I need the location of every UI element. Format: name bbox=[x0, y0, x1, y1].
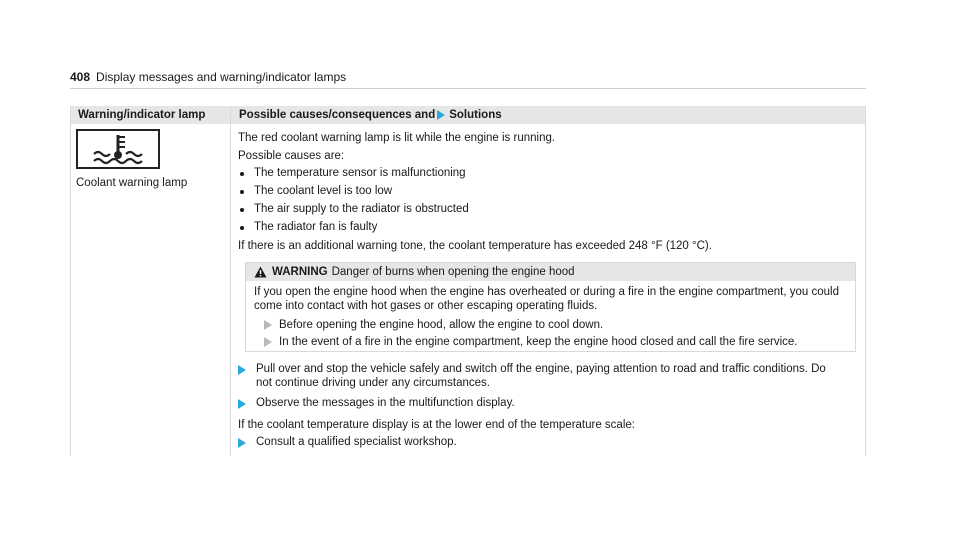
intro-text: The red coolant warning lamp is lit while the engine is running. bbox=[238, 132, 556, 144]
action-line: Pull over and stop the vehicle safely and switch off the engine, paying attention to road and traffic conditions. Do bbox=[256, 363, 826, 375]
action-line: not continue driving under any circumstances. bbox=[256, 377, 490, 389]
page-number: 408 bbox=[70, 70, 91, 84]
warning-body-line: come into contact with hot gases or other escaping operating fluids. bbox=[254, 300, 598, 312]
solution-arrow-icon bbox=[437, 110, 445, 120]
page-title: Display messages and warning/indicator lamps bbox=[96, 70, 347, 84]
table-column-divider bbox=[230, 106, 231, 456]
step-arrow-icon bbox=[264, 337, 272, 347]
column-header-causes: Possible causes/consequences and Solutions bbox=[239, 109, 502, 121]
warning-box bbox=[245, 262, 856, 352]
warning-header bbox=[246, 263, 855, 281]
cause-item: The radiator fan is faulty bbox=[254, 221, 378, 233]
warning-title: Danger of burns when opening the engine hood bbox=[331, 266, 575, 278]
cause-item: The temperature sensor is malfunctioning bbox=[254, 167, 466, 179]
cause-item: The coolant level is too low bbox=[254, 185, 393, 197]
lower-end-action: Consult a qualified specialist workshop. bbox=[256, 436, 457, 448]
lower-end-text: If the coolant temperature display is at the lower end of the temperature scale: bbox=[238, 419, 635, 431]
step-arrow-icon bbox=[264, 320, 272, 330]
page-header bbox=[70, 70, 346, 84]
header-divider bbox=[70, 88, 866, 89]
bullet-icon bbox=[240, 172, 244, 176]
table-header bbox=[70, 106, 866, 124]
warning-body-line: If you open the engine hood when the engine has overheated or during a fire in the engine compartment, you could bbox=[254, 286, 839, 298]
column-header-lamp: Warning/indicator lamp bbox=[78, 109, 206, 121]
cause-item: The air supply to the radiator is obstructed bbox=[254, 203, 469, 215]
bullet-icon bbox=[240, 208, 244, 212]
action-arrow-icon bbox=[238, 438, 246, 448]
bullet-icon bbox=[240, 226, 244, 230]
coolant-temperature-icon bbox=[76, 129, 160, 169]
causes-title: Possible causes are: bbox=[238, 150, 345, 162]
warning-label: WARNING bbox=[272, 266, 328, 278]
bullet-icon bbox=[240, 190, 244, 194]
action-arrow-icon bbox=[238, 365, 246, 375]
warning-triangle-icon bbox=[254, 266, 267, 278]
action-arrow-icon bbox=[238, 399, 246, 409]
lamp-label: Coolant warning lamp bbox=[76, 177, 188, 189]
additional-warning-text: If there is an additional warning tone, the coolant temperature has exceeded 248 °F (120 °C). bbox=[238, 240, 712, 252]
warning-step: Before opening the engine hood, allow the engine to cool down. bbox=[279, 319, 604, 331]
table-border-left bbox=[70, 106, 71, 456]
action-line: Observe the messages in the multifunction display. bbox=[256, 397, 515, 409]
table-border-right bbox=[865, 106, 866, 456]
warning-step: In the event of a fire in the engine compartment, keep the engine hood closed and call the fire service. bbox=[279, 336, 798, 348]
